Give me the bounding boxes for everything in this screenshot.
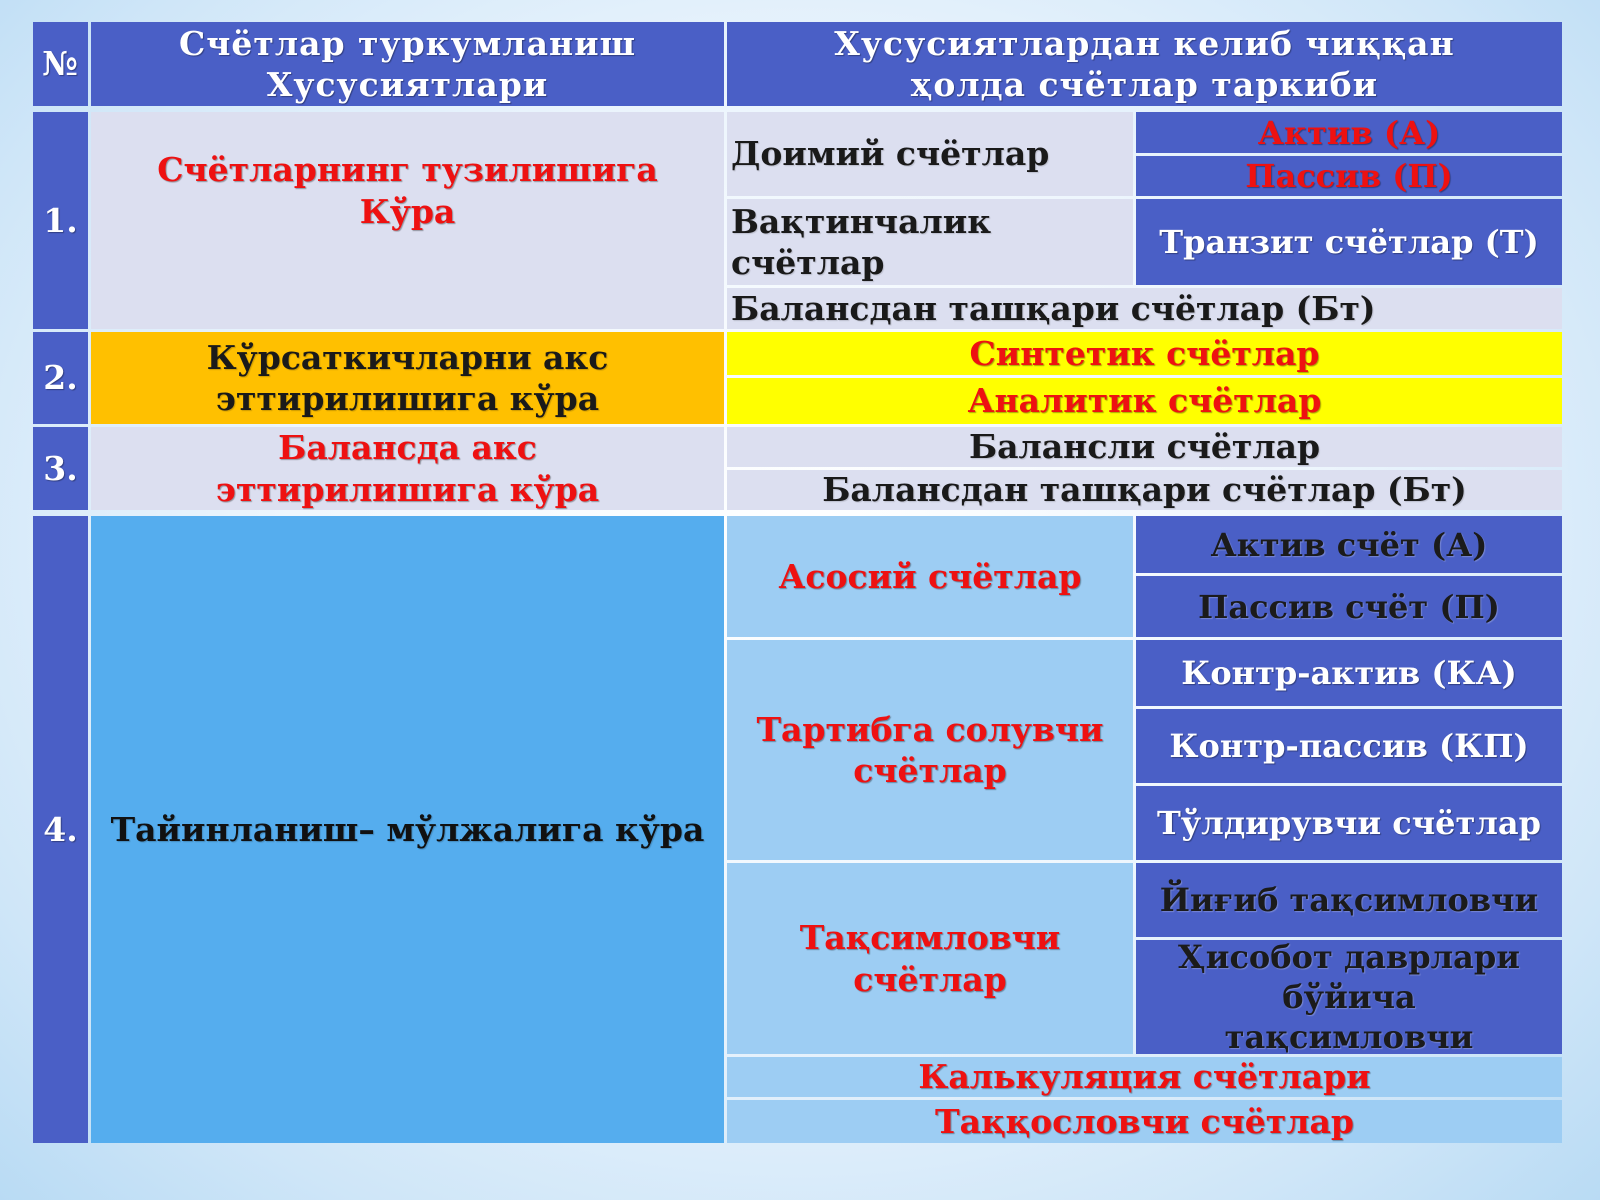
off-balance-accounts-row1: Балансдан ташқари счётлар (Бт) — [727, 288, 1562, 329]
distributive-accounts-line1: Тақсимловчи — [799, 918, 1061, 958]
balance-accounts-item: Балансли счётлар — [727, 427, 1562, 467]
synthetic-accounts-item: Синтетик счётлар — [727, 332, 1562, 375]
active-account-item: Актив счёт (А) — [1136, 516, 1562, 573]
row-1-feature — [91, 112, 724, 329]
temporary-accounts-label — [727, 199, 1133, 285]
row-3-feature-line2: эттирилишига кўра — [215, 469, 600, 509]
header-col2-line2: ҳолда счётлар таркиби — [910, 65, 1379, 104]
period-distributive-item: Ҳисобот даврлари бўйича тақсимловчи — [1136, 940, 1562, 1054]
regulating-accounts-line2: счётлар — [853, 751, 1007, 790]
header-col1-line1: Счётлар туркумланиш — [178, 23, 637, 63]
contra-active-item: Контр-актив (КА) — [1136, 640, 1562, 706]
distributive-accounts-line2: счётлар — [853, 959, 1007, 999]
comparative-accounts-item: Таққословчи счётлар — [727, 1100, 1562, 1143]
row-2-feature-line2: эттирилишига кўра — [215, 379, 600, 418]
temporary-accounts-line2: счётлар — [731, 243, 885, 282]
main-accounts-label: Асосий счётлар — [727, 516, 1133, 637]
permanent-accounts-label: Доимий счётлар — [727, 112, 1133, 196]
temporary-accounts-line1: Вақтинчалик — [731, 201, 992, 241]
header-accounts-composition — [727, 22, 1562, 106]
header-classification-features — [91, 22, 724, 106]
supplementary-accounts-item: Тўлдирувчи счётлар — [1136, 786, 1562, 860]
row-1-feature-line1: Счётларнинг тузилишига — [157, 150, 658, 190]
row-2-feature-line1: Кўрсаткичларни акс — [206, 337, 609, 377]
passive-item: Пассив (П) — [1136, 156, 1562, 196]
row-3-feature — [91, 427, 724, 510]
header-col1-line2: Хусусиятлари — [266, 65, 549, 104]
distributive-accounts-label — [727, 863, 1133, 1054]
row-3-feature-line1: Балансда акс — [278, 428, 537, 468]
row-2-feature — [91, 332, 724, 424]
row-4-number: 4. — [33, 516, 88, 1143]
regulating-accounts-line1: Тартибга солувчи — [756, 709, 1104, 749]
analytic-accounts-item: Аналитик счётлар — [727, 378, 1562, 424]
row-1-number: 1. — [33, 112, 88, 329]
off-balance-accounts-row3: Балансдан ташқари счётлар (Бт) — [727, 470, 1562, 510]
active-item: Актив (А) — [1136, 112, 1562, 153]
collective-distributive-item: Йиғиб тақсимловчи — [1136, 863, 1562, 937]
transit-accounts-item: Транзит счётлар (Т) — [1136, 199, 1562, 285]
row-4-feature: Тайинланиш– мўлжалига кўра — [91, 516, 724, 1143]
row-1-feature-line2: Кўра — [359, 191, 456, 231]
header-number: № — [33, 22, 88, 106]
row-3-number: 3. — [33, 427, 88, 510]
regulating-accounts-label — [727, 640, 1133, 860]
header-col2-line1: Хусусиятлардан келиб чиққан — [834, 23, 1455, 63]
contra-passive-item: Контр-пассив (КП) — [1136, 709, 1562, 783]
row-2-number: 2. — [33, 332, 88, 424]
calculation-accounts-item: Калькуляция счётлари — [727, 1057, 1562, 1097]
passive-account-item: Пассив счёт (П) — [1136, 576, 1562, 637]
